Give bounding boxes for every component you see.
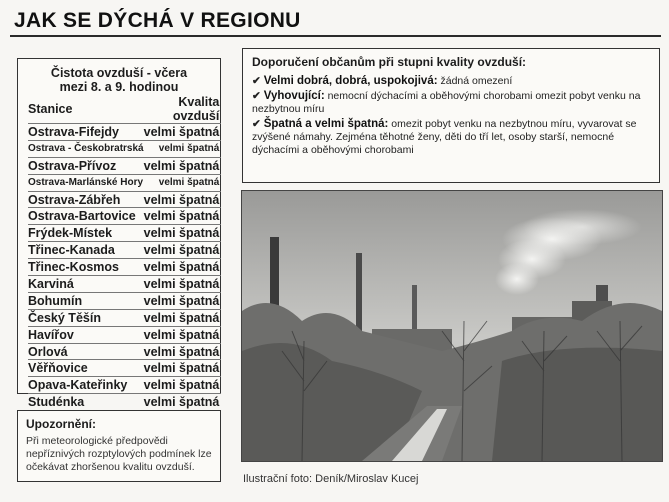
table-row bbox=[28, 225, 221, 242]
station-name: Bohumín bbox=[28, 292, 144, 309]
air-quality-table bbox=[28, 95, 221, 410]
station-quality: velmi špatná bbox=[143, 293, 220, 308]
station-quality: velmi špatná bbox=[143, 226, 220, 241]
warning-text: Při meteorologické předpovědi nepříznivých rozptylových podmínek lze očekávat zhoršenou kvalitu ovzduší. bbox=[26, 435, 212, 473]
recommendations-title: Doporučení občanům při stupni kvality ovzduší: bbox=[252, 55, 527, 69]
station-name: Orlová bbox=[28, 343, 144, 360]
headline: JAK SE DÝCHÁ V REGIONU bbox=[14, 9, 301, 32]
table-row bbox=[28, 377, 221, 394]
station-name: Frýdek-Místek bbox=[28, 225, 144, 242]
industrial-landscape-photo bbox=[241, 190, 663, 462]
station-name: Ostrava-Bartovice bbox=[28, 208, 144, 225]
table-row bbox=[28, 208, 221, 225]
table-row bbox=[28, 259, 221, 276]
recommendation-text: nemocní dýchacími a oběhovými chorobami omezit pobyt venku na nezbytnou míru bbox=[252, 90, 641, 115]
table-row bbox=[28, 394, 221, 410]
station-quality: velmi špatná bbox=[143, 344, 220, 359]
table-row bbox=[28, 309, 221, 326]
station-name: Věřňovice bbox=[28, 360, 144, 377]
station-name: Havířov bbox=[28, 326, 144, 343]
table-row bbox=[28, 174, 221, 191]
station-quality: velmi špatná bbox=[143, 124, 220, 139]
table-row bbox=[28, 157, 221, 174]
recommendation-text: omezit pobyt venku na nezbytnou míru, vyvarovat se zvýšené námahy. Zejména těhotné ženy, děti do tří let, osoby starší, nemocné dýchacími a oběhovými chorobami bbox=[252, 118, 637, 156]
table-row bbox=[28, 292, 221, 309]
column-header-station: Stanice bbox=[28, 102, 73, 116]
column-header-quality: Kvalita ovzduší bbox=[172, 95, 220, 123]
station-quality: velmi špatná bbox=[143, 378, 220, 393]
station-name: Ostrava-Marlánské Hory bbox=[28, 174, 144, 191]
table-row bbox=[28, 140, 221, 157]
warning-title: Upozornění: bbox=[26, 417, 96, 431]
station-name: Ostrava-Fifejdy bbox=[28, 124, 144, 141]
station-name: Karviná bbox=[28, 276, 144, 293]
table-row bbox=[28, 191, 221, 208]
station-quality: velmi špatná bbox=[143, 158, 220, 173]
station-quality: velmi špatná bbox=[143, 209, 220, 224]
checkmark-icon: ✔ bbox=[252, 118, 261, 130]
station-name: Ostrava - Českobratrská bbox=[28, 140, 144, 157]
station-quality: velmi špatná bbox=[143, 243, 220, 258]
station-name: Ostrava-Přívoz bbox=[28, 157, 144, 174]
recommendation-label: Špatná a velmi špatná: bbox=[263, 118, 389, 130]
checkmark-icon: ✔ bbox=[252, 90, 261, 102]
recommendation-label: Vyhovující: bbox=[263, 90, 325, 102]
table-row bbox=[28, 343, 221, 360]
station-quality: velmi špatná bbox=[144, 140, 222, 157]
station-quality: velmi špatná bbox=[143, 327, 220, 342]
station-name: Opava-Kateřinky bbox=[28, 377, 144, 394]
table-row bbox=[28, 242, 221, 259]
air-quality-table-box bbox=[17, 58, 221, 410]
station-quality: velmi špatná bbox=[143, 310, 220, 325]
recommendation-item bbox=[252, 118, 650, 157]
headline-rule bbox=[10, 35, 661, 37]
table-header-row bbox=[28, 95, 221, 124]
station-name: Studénka bbox=[28, 394, 144, 410]
warning-box bbox=[17, 410, 221, 482]
photo-caption: Ilustrační foto: Deník/Miroslav Kucej bbox=[243, 473, 419, 485]
station-quality: velmi špatná bbox=[143, 361, 220, 376]
station-name: Český Těšín bbox=[28, 309, 144, 326]
checkmark-icon: ✔ bbox=[252, 75, 261, 87]
table-row bbox=[28, 360, 221, 377]
station-name: Třinec-Kosmos bbox=[28, 259, 144, 276]
table-row bbox=[28, 276, 221, 293]
table-title-line1: Čistota ovzduší - včera bbox=[50, 66, 188, 80]
station-name: Třinec-Kanada bbox=[28, 242, 144, 259]
recommendation-item bbox=[252, 75, 650, 88]
table-row bbox=[28, 326, 221, 343]
recommendation-item bbox=[252, 90, 650, 116]
station-quality: velmi špatná bbox=[143, 192, 220, 207]
station-name: Ostrava-Zábřeh bbox=[28, 191, 144, 208]
station-quality: velmi špatná bbox=[144, 174, 222, 191]
recommendation-text: žádná omezení bbox=[440, 75, 513, 87]
station-quality: velmi špatná bbox=[143, 260, 220, 275]
table-row bbox=[28, 124, 221, 141]
table-title-line2: mezi 8. a 9. hodinou bbox=[59, 80, 179, 94]
station-quality: velmi špatná bbox=[143, 395, 220, 410]
recommendation-label: Velmi dobrá, dobrá, uspokojivá: bbox=[263, 75, 438, 87]
station-quality: velmi špatná bbox=[143, 276, 220, 291]
recommendations-box bbox=[242, 48, 660, 183]
